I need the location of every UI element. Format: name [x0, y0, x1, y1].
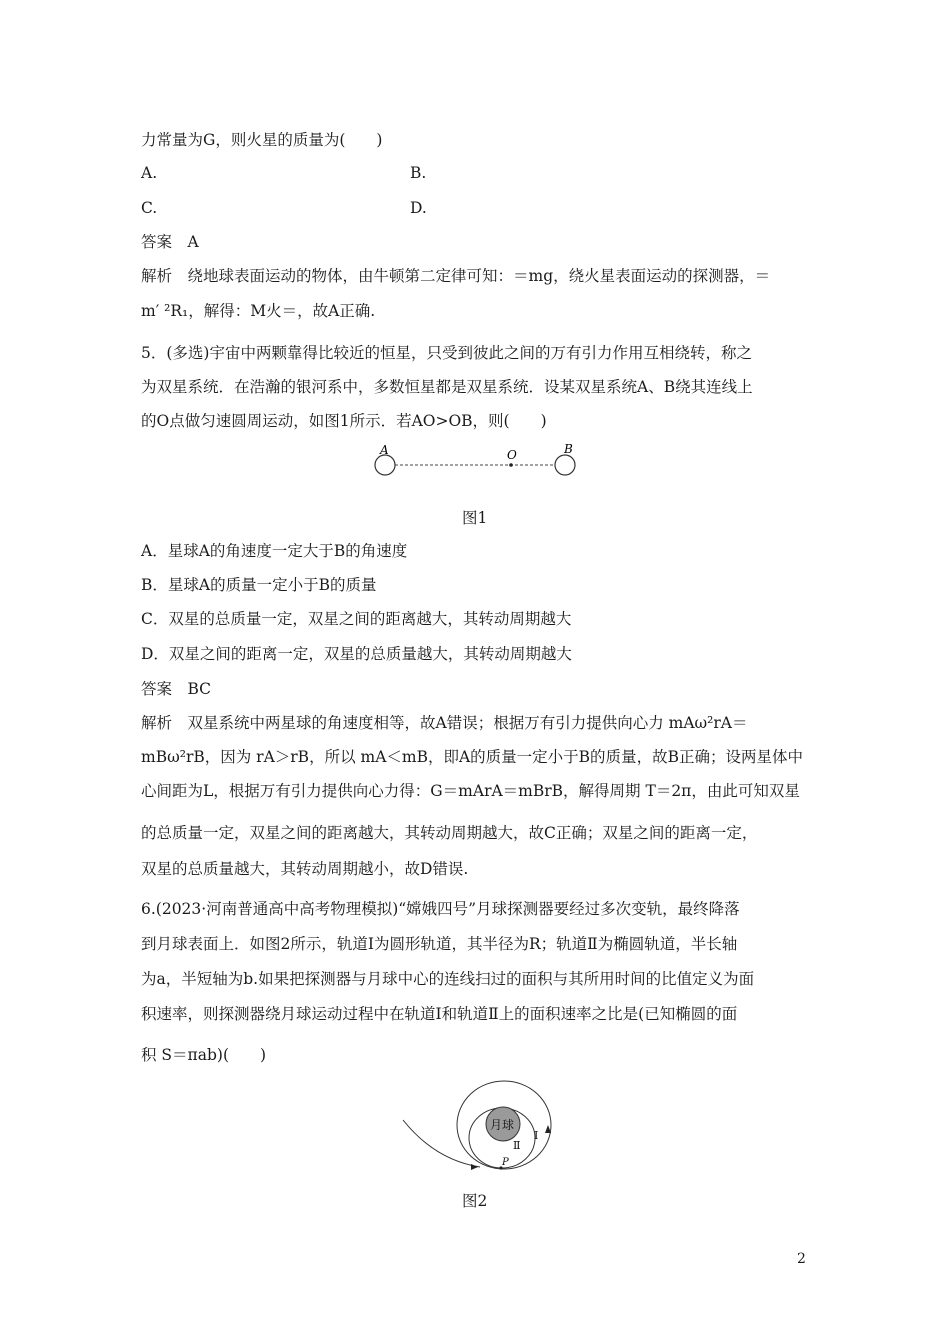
q5-option-b: B．星球A的质量一定小于B的质量	[141, 576, 377, 594]
q4-option-c: C.	[141, 199, 158, 217]
moon-label: 月球	[490, 1118, 515, 1132]
q5-option-c: C．双星的总质量一定，双星之间的距离越大，其转动周期越大	[141, 610, 572, 628]
star-a	[375, 455, 395, 475]
q6-stem-line-2: 到月球表面上．如图2所示，轨道Ⅰ为圆形轨道，其半径为R；轨道Ⅱ为椭圆轨道，半长轴	[141, 935, 738, 953]
figure-1-binary-star	[360, 438, 590, 483]
orbit-1-label: Ⅰ	[534, 1129, 539, 1142]
figure-1-caption: 图1	[462, 509, 488, 527]
q4-option-d: D.	[410, 199, 427, 217]
q6-stem-line-3: 为a，半短轴为b.如果把探测器与月球中心的连线扫过的面积与其所用时间的比值定义为面	[141, 970, 755, 988]
label-o: O	[507, 448, 517, 462]
q5-analysis-line-1: 解析 双星系统中两星球的角速度相等，故A错误；根据万有引力提供向心力 mAω²rA＝	[141, 714, 748, 732]
page-number: 2	[797, 1251, 806, 1267]
q5-analysis-line-4: 的总质量一定，双星之间的距离越大，其转动周期越大，故C正确；双星之间的距离一定，	[141, 824, 758, 842]
q5-stem-line-1: 5．(多选)宇宙中两颗靠得比较近的恒星，只受到彼此之间的万有引力作用互相绕转，称之	[141, 344, 752, 362]
orbit-2-label: Ⅱ	[513, 1139, 521, 1152]
q4-analysis-line-2: m′ ²R₁，解得：M火＝，故A正确.	[141, 302, 376, 320]
q6-stem-line-5: 积 S＝πab)( )	[141, 1046, 267, 1064]
q6-stem-line-4: 积速率，则探测器绕月球运动过程中在轨道Ⅰ和轨道Ⅱ上的面积速率之比是(已知椭圆的面	[141, 1005, 738, 1023]
q5-answer: 答案 BC	[141, 680, 212, 698]
q5-analysis-line-2: mBω²rB，因为 rA＞rB，所以 mA＜mB，即A的质量一定小于B的质量，故B正确；设两星体中	[141, 748, 803, 766]
q4-stem-tail: 力常量为G，则火星的质量为( )	[141, 131, 383, 149]
trajectory-arrow	[471, 1164, 478, 1170]
q5-option-a: A．星球A的角速度一定大于B的角速度	[141, 542, 408, 560]
point-o	[509, 463, 513, 467]
q5-option-d: D．双星之间的距离一定，双星的总质量越大，其转动周期越大	[141, 645, 572, 663]
approach-trajectory	[403, 1120, 480, 1167]
figure-2-caption: 图2	[462, 1192, 488, 1210]
star-b	[555, 455, 575, 475]
q4-option-a: A.	[141, 164, 158, 182]
q5-analysis-line-5: 双星的总质量越大，其转动周期越小，故D错误.	[141, 860, 469, 878]
q4-analysis-line-1: 解析 绕地球表面运动的物体，由牛顿第二定律可知：＝mg，绕火星表面运动的探测器，＝	[141, 267, 771, 285]
q5-stem-line-2: 为双星系统．在浩瀚的银河系中，多数恒星都是双星系统．设某双星系统A、B绕其连线上	[141, 378, 753, 396]
point-p-label: P	[502, 1157, 509, 1168]
label-a: A	[380, 443, 389, 457]
q5-stem-line-3: 的O点做匀速圆周运动，如图1所示．若AO>OB，则( )	[141, 412, 547, 430]
q4-answer: 答案 A	[141, 233, 199, 251]
figure-2-lunar-orbits	[395, 1075, 565, 1175]
q4-option-b: B.	[410, 164, 427, 182]
orbit-1-arrow	[545, 1125, 551, 1133]
q6-stem-line-1: 6.(2023·河南普通高中高考物理模拟)“嫦娥四号”月球探测器要经过多次变轨，最终降落	[141, 900, 740, 918]
label-b: B	[564, 442, 573, 456]
q5-analysis-line-3: 心间距为L，根据万有引力提供向心力得：G＝mArA＝mBrB，解得周期 T＝2π，由此可知双星	[141, 782, 800, 800]
